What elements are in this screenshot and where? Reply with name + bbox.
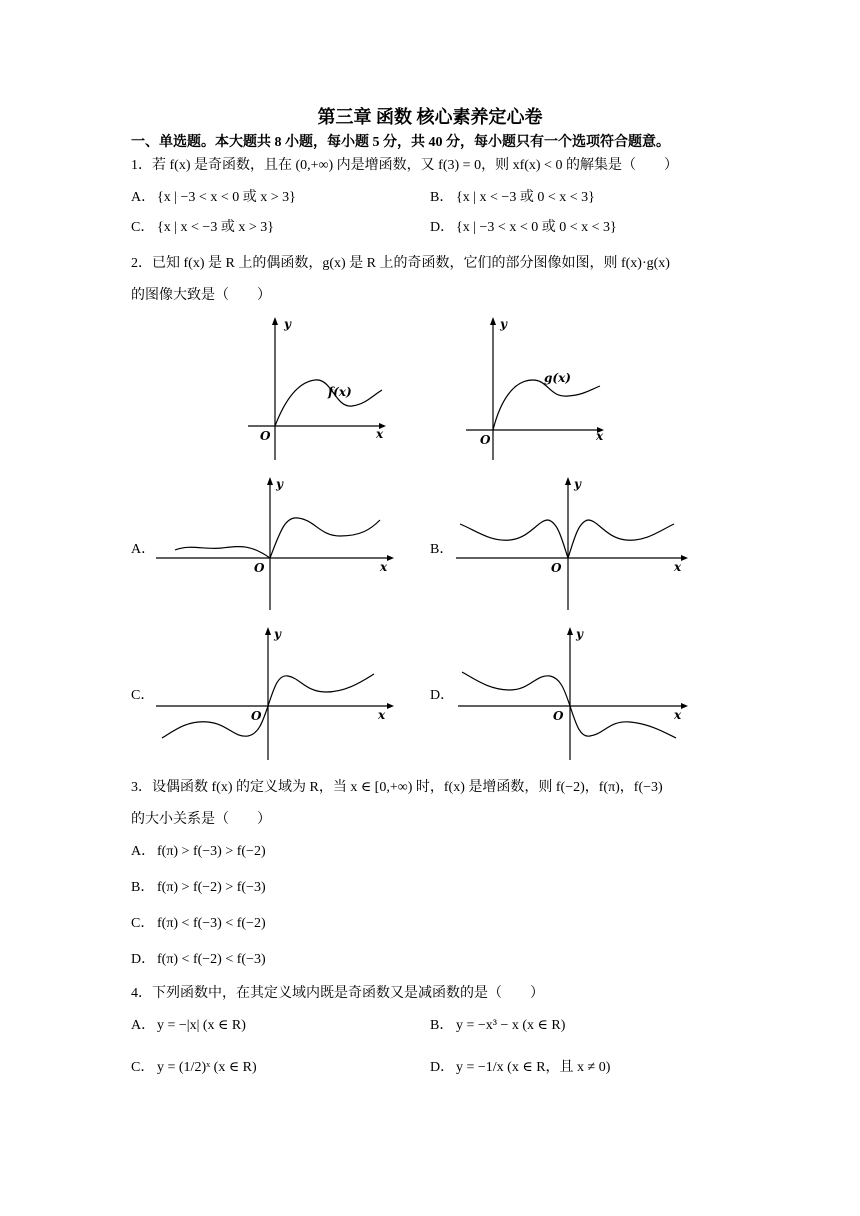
question-3-option-b[interactable] xyxy=(131,876,266,896)
option-graph-a[interactable] xyxy=(150,470,400,620)
question-1-option-a[interactable] xyxy=(131,186,296,206)
axis-label-y: y xyxy=(500,317,507,331)
axis-label-x: x xyxy=(674,708,682,722)
question-2-option-b-label[interactable]: B． xyxy=(430,542,454,557)
option-label: B． xyxy=(131,880,155,895)
option-label: B． xyxy=(430,1018,454,1033)
question-3-stem-line1: 3．设偶函数 f(x) 的定义域为 R，当 x ∈ [0,+∞) 时，f(x) 是增函数，则 f(−2)，f(π)，f(−3) xyxy=(131,780,663,795)
option-text: {x | −3 < x < 0 或 x > 3} xyxy=(157,190,296,205)
question-1-option-b[interactable] xyxy=(430,186,595,206)
axis-label-y: y xyxy=(274,627,281,641)
axis-label-x: x xyxy=(376,427,384,441)
question-1-option-c[interactable] xyxy=(131,216,274,236)
option-text: f(π) < f(−3) < f(−2) xyxy=(157,916,266,931)
option-label: D． xyxy=(430,220,455,235)
axis-label-x: x xyxy=(596,429,604,443)
axis-label-x: x xyxy=(674,560,682,574)
section-heading: 一、单选题。本大题共 8 小题，每小题 5 分，共 40 分，每小题只有一个选项符合题意。 xyxy=(131,135,670,150)
option-text: y = (1/2)ˣ (x ∈ R) xyxy=(157,1060,257,1075)
option-label: A． xyxy=(131,1018,156,1033)
question-4-option-c[interactable] xyxy=(131,1056,257,1076)
origin-label: O xyxy=(553,709,564,723)
axis-label-y: y xyxy=(576,627,583,641)
option-text: f(π) > f(−2) > f(−3) xyxy=(157,880,266,895)
curve-label-g: g(x) xyxy=(544,371,571,385)
question-1-option-d[interactable] xyxy=(430,216,617,236)
option-label: C． xyxy=(131,1060,155,1075)
axis-label-y: y xyxy=(276,477,283,491)
question-2-stem-line1: 2．已知 f(x) 是 R 上的偶函数，g(x) 是 R 上的奇函数，它们的部分图像如图，则 f(x)·g(x) xyxy=(131,256,670,271)
origin-label: O xyxy=(254,561,265,575)
option-text: f(π) > f(−3) > f(−2) xyxy=(157,844,266,859)
option-label: C． xyxy=(131,916,155,931)
given-graph-f xyxy=(240,310,400,470)
option-text: {x | x < −3 或 x > 3} xyxy=(157,220,274,235)
question-3-option-c[interactable] xyxy=(131,912,266,932)
option-label: A． xyxy=(131,190,156,205)
question-2-stem-line2: 的图像大致是（ ） xyxy=(131,288,271,303)
origin-label: O xyxy=(551,561,562,575)
option-text: y = −1/x (x ∈ R，且 x ≠ 0) xyxy=(456,1060,611,1075)
question-4-option-b[interactable] xyxy=(430,1014,565,1034)
curve-label-f: f(x) xyxy=(328,385,352,399)
option-label: D． xyxy=(430,1060,455,1075)
question-2-option-a-label[interactable]: A． xyxy=(131,542,156,557)
option-graph-c[interactable] xyxy=(150,620,400,770)
option-graph-b[interactable] xyxy=(450,470,695,620)
option-text: f(π) < f(−2) < f(−3) xyxy=(157,952,266,967)
option-label: D． xyxy=(131,952,156,967)
question-4-option-a[interactable] xyxy=(131,1014,246,1034)
option-label: C． xyxy=(131,220,155,235)
axis-label-x: x xyxy=(380,560,388,574)
origin-label: O xyxy=(480,433,491,447)
axis-label-x: x xyxy=(378,708,386,722)
option-label: B． xyxy=(430,190,454,205)
question-1-stem: 1．若 f(x) 是奇函数，且在 (0,+∞) 内是增函数，又 f(3) = 0，则 xf(x) < 0 的解集是（ ） xyxy=(131,158,678,173)
option-text: y = −x³ − x (x ∈ R) xyxy=(456,1018,566,1033)
option-text: {x | x < −3 或 0 < x < 3} xyxy=(456,190,595,205)
given-graph-g xyxy=(458,310,618,470)
question-4-stem: 4．下列函数中，在其定义域内既是奇函数又是减函数的是（ ） xyxy=(131,986,544,1001)
origin-label: O xyxy=(251,709,262,723)
option-label: A． xyxy=(131,844,156,859)
question-3-stem-line2: 的大小关系是（ ） xyxy=(131,812,271,827)
page-title: 第三章 函数 核心素养定心卷 xyxy=(317,107,543,127)
question-3-option-a[interactable] xyxy=(131,840,266,860)
option-text: {x | −3 < x < 0 或 0 < x < 3} xyxy=(456,220,617,235)
question-2-option-c-label[interactable]: C． xyxy=(131,688,155,703)
option-graph-d[interactable] xyxy=(452,620,697,770)
question-2-option-d-label[interactable]: D． xyxy=(430,688,455,703)
question-4-option-d[interactable] xyxy=(430,1056,610,1076)
question-3-option-d[interactable] xyxy=(131,948,266,968)
axis-label-y: y xyxy=(284,317,291,331)
option-text: y = −|x| (x ∈ R) xyxy=(157,1018,246,1033)
axis-label-y: y xyxy=(574,477,581,491)
origin-label: O xyxy=(260,429,271,443)
